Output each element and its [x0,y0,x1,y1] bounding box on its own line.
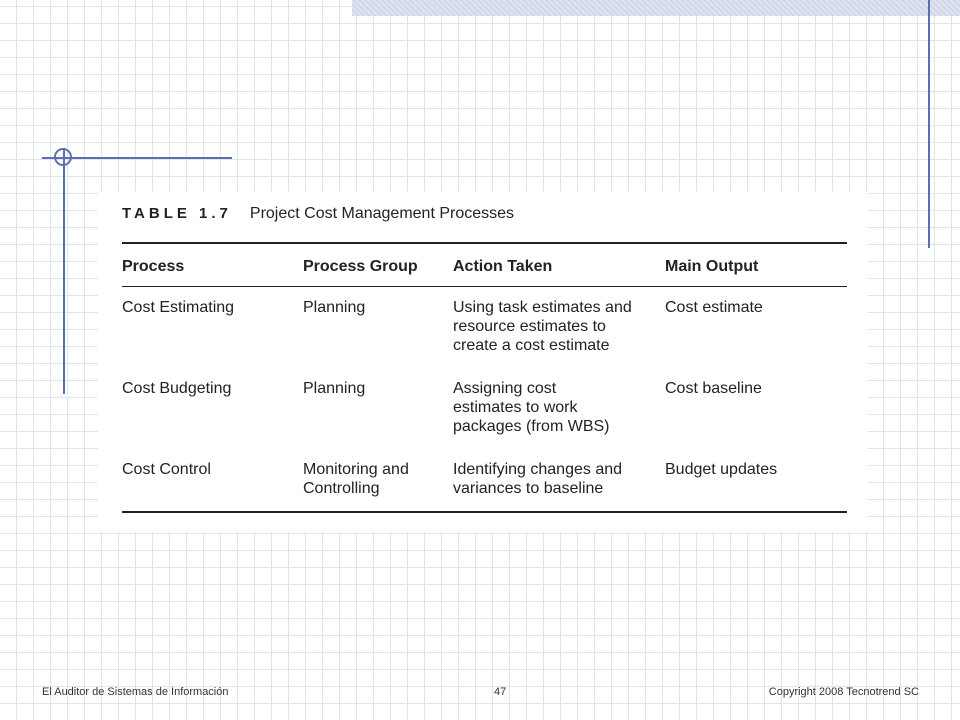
row-3-output: Budget updates [665,461,778,478]
row-2-process: Cost Budgeting [122,380,232,397]
row-1-process: Cost Estimating [122,299,235,316]
decorative-vertical-line [63,148,65,394]
right-decorative-rule [928,0,930,248]
table-card [98,192,868,532]
table-label: TABLE 1.7 [122,205,232,222]
row-3-action [453,460,658,498]
table-title: Project Cost Management Processes [249,205,515,222]
header-process: Process [122,258,185,275]
row-2-action-line-1: Assigning cost [453,380,557,397]
row-3-action-line-1: Identifying changes and [453,461,623,478]
top-decorative-band [352,0,960,16]
decorative-circle [54,148,72,166]
row-2-action-line-2: estimates to work [453,399,578,416]
footer-page-number: 47 [494,686,507,698]
row-1-action-line-1: Using task estimates and [453,299,632,316]
row-2-action [453,379,658,436]
row-1-group: Planning [303,299,366,316]
row-3-group-line-1: Monitoring and [303,461,409,478]
row-1-action-line-2: resource estimates to [453,318,606,335]
table-top-rule [122,242,847,244]
table-caption [122,205,514,223]
row-2-group: Planning [303,380,366,397]
footer-course-title: El Auditor de Sistemas de Información [42,686,229,698]
table-bottom-rule [122,511,847,513]
row-2-output: Cost baseline [665,380,762,397]
row-3-action-line-2: variances to baseline [453,480,604,497]
row-1-action [453,298,658,355]
header-action-taken: Action Taken [453,258,553,275]
row-1-output: Cost estimate [665,299,763,316]
header-main-output: Main Output [665,258,759,275]
row-3-group-line-2: Controlling [303,480,380,497]
header-process-group: Process Group [303,258,418,275]
row-3-process: Cost Control [122,461,211,478]
row-2-action-line-3: packages (from WBS) [453,418,610,435]
row-3-group [303,460,443,498]
footer-copyright: Copyright 2008 Tecnotrend SC [768,686,919,698]
row-1-action-line-3: create a cost estimate [453,337,610,354]
table-header-rule [122,286,847,287]
